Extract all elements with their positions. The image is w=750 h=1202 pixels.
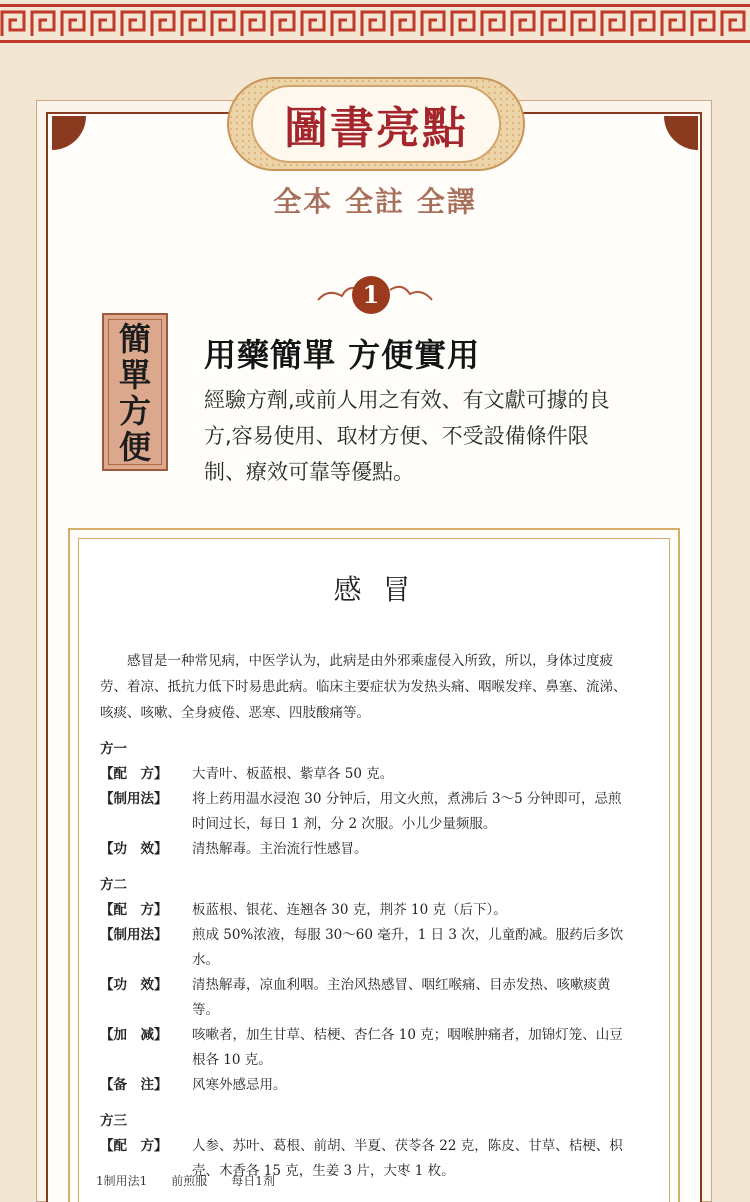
formula-row-label: 【配 方】 xyxy=(100,766,168,782)
formula-row xyxy=(100,973,630,1023)
formula-row-text: 大青叶、板蓝根、紫草各 50 克。 xyxy=(192,766,394,782)
greek-key-segment xyxy=(62,12,84,36)
greek-key-segment xyxy=(272,12,294,36)
greek-key-pattern xyxy=(0,0,750,46)
greek-key-segment xyxy=(332,12,354,36)
formula-block xyxy=(100,872,630,1098)
formula-row xyxy=(100,923,630,973)
formula-row-text: 咳嗽者，加生甘草、桔梗、杏仁各 10 克；咽喉肿痛者，加锦灯笼、山豆根各 10 克。 xyxy=(192,1027,623,1068)
book-page-intro: 感冒是一种常见病，中医学认为，此病是由外邪乘虚侵入所致，所以，身体过度疲劳、着凉、抵抗力低下时易患此病。临床主要症状为发热头痛、咽喉发痒、鼻塞、流涕、咳痰、咳嗽、全身疲倦、恶寒、四肢酸痛等。 xyxy=(100,653,627,721)
feature-title: 用藥簡單 方便實用 xyxy=(204,336,481,374)
formula-row-text: 人参、苏叶、葛根、前胡、半夏、茯苓各 22 克，陈皮、甘草、桔梗、枳壳、木香各 15 克，生姜 3 片，大枣 1 枚。 xyxy=(192,1138,623,1179)
greek-key-segment xyxy=(482,12,504,36)
formula-heading: 方二 xyxy=(100,877,127,893)
feature-description: 經驗方劑,或前人用之有效、有文獻可據的良方,容易使用、取材方便、不受設備條件限制、療效可靠等優點。 xyxy=(204,388,610,484)
formula-row-text: 板蓝根、银花、连翘各 30 克，荆芥 10 克（后下）。 xyxy=(192,902,507,918)
greek-key-segment xyxy=(302,12,324,36)
formula-row xyxy=(100,898,630,923)
greek-key-segment xyxy=(512,12,534,36)
greek-key-segment xyxy=(362,12,384,36)
greek-key-segment xyxy=(602,12,624,36)
formula-row-label: 【功 效】 xyxy=(100,977,168,993)
formula-row-text: 清热解毒，凉血利咽。主治风热感冒、咽红喉痛、目赤发热、咳嗽痰黄等。 xyxy=(192,977,611,1018)
greek-key-segment xyxy=(422,12,444,36)
book-page-footer-text: 1制用法1 前煎服 每日1剂 xyxy=(96,1174,275,1188)
book-page-title: 感 冒 xyxy=(333,573,417,606)
formula-heading: 方一 xyxy=(100,741,127,757)
formula-row-text: 煎成 50%浓液，每服 30～60 毫升，1 日 3 次，儿童酌减。服药后多饮水。 xyxy=(192,927,624,968)
greek-key-segment xyxy=(32,12,54,36)
greek-key-segment xyxy=(452,12,474,36)
formula-row-text: 清热解毒。主治流行性感冒。 xyxy=(192,841,368,857)
greek-key-segment xyxy=(2,12,24,36)
greek-key-segment xyxy=(542,12,564,36)
formula-gap xyxy=(100,1098,630,1108)
greek-key-segment xyxy=(182,12,204,36)
formula-row xyxy=(100,787,630,837)
greek-key-segment xyxy=(572,12,594,36)
greek-key-segment xyxy=(212,12,234,36)
greek-key-segment xyxy=(242,12,264,36)
formula-row-label: 【配 方】 xyxy=(100,1138,168,1154)
formula-row-text: 风寒外感忌用。 xyxy=(192,1077,287,1093)
banner-title: 圖書亮點 xyxy=(284,103,468,154)
greek-key-segment xyxy=(692,12,714,36)
formula-row-label: 【备 注】 xyxy=(100,1077,168,1093)
greek-key-segment xyxy=(722,12,744,36)
feature-number: 1 xyxy=(362,280,380,309)
formula-row-label: 【功 效】 xyxy=(100,841,168,857)
greek-key-segment xyxy=(632,12,654,36)
formula-gap xyxy=(100,862,630,872)
vertical-tag xyxy=(102,313,168,471)
formula-row-text: 将上药用温水浸泡 30 分钟后，用文火煎，煮沸后 3～5 分钟即可，忌煎时间过长，每日 1 剂，分 2 次服。小儿少量频服。 xyxy=(192,791,622,832)
subtitle: 全本 全註 全譯 xyxy=(273,185,477,218)
formula-row xyxy=(100,762,630,787)
greek-key-segment xyxy=(392,12,414,36)
vertical-tag-text: 簡單方便 xyxy=(118,320,151,466)
greek-key-segment xyxy=(122,12,144,36)
book-page-body xyxy=(100,736,630,1184)
greek-key-border xyxy=(0,0,750,46)
formula-row-label: 【配 方】 xyxy=(100,902,168,918)
formula-row-label: 【加 减】 xyxy=(100,1027,168,1043)
greek-key-segment xyxy=(152,12,174,36)
formula-row xyxy=(100,837,630,862)
greek-key-segment xyxy=(662,12,684,36)
formula-row xyxy=(100,1073,630,1098)
greek-key-segment xyxy=(92,12,114,36)
formula-row-label: 【制用法】 xyxy=(100,927,168,943)
formula-heading: 方三 xyxy=(100,1113,127,1129)
formula-row-label: 【制用法】 xyxy=(100,791,168,807)
formula-block xyxy=(100,736,630,862)
formula-row xyxy=(100,1023,630,1073)
